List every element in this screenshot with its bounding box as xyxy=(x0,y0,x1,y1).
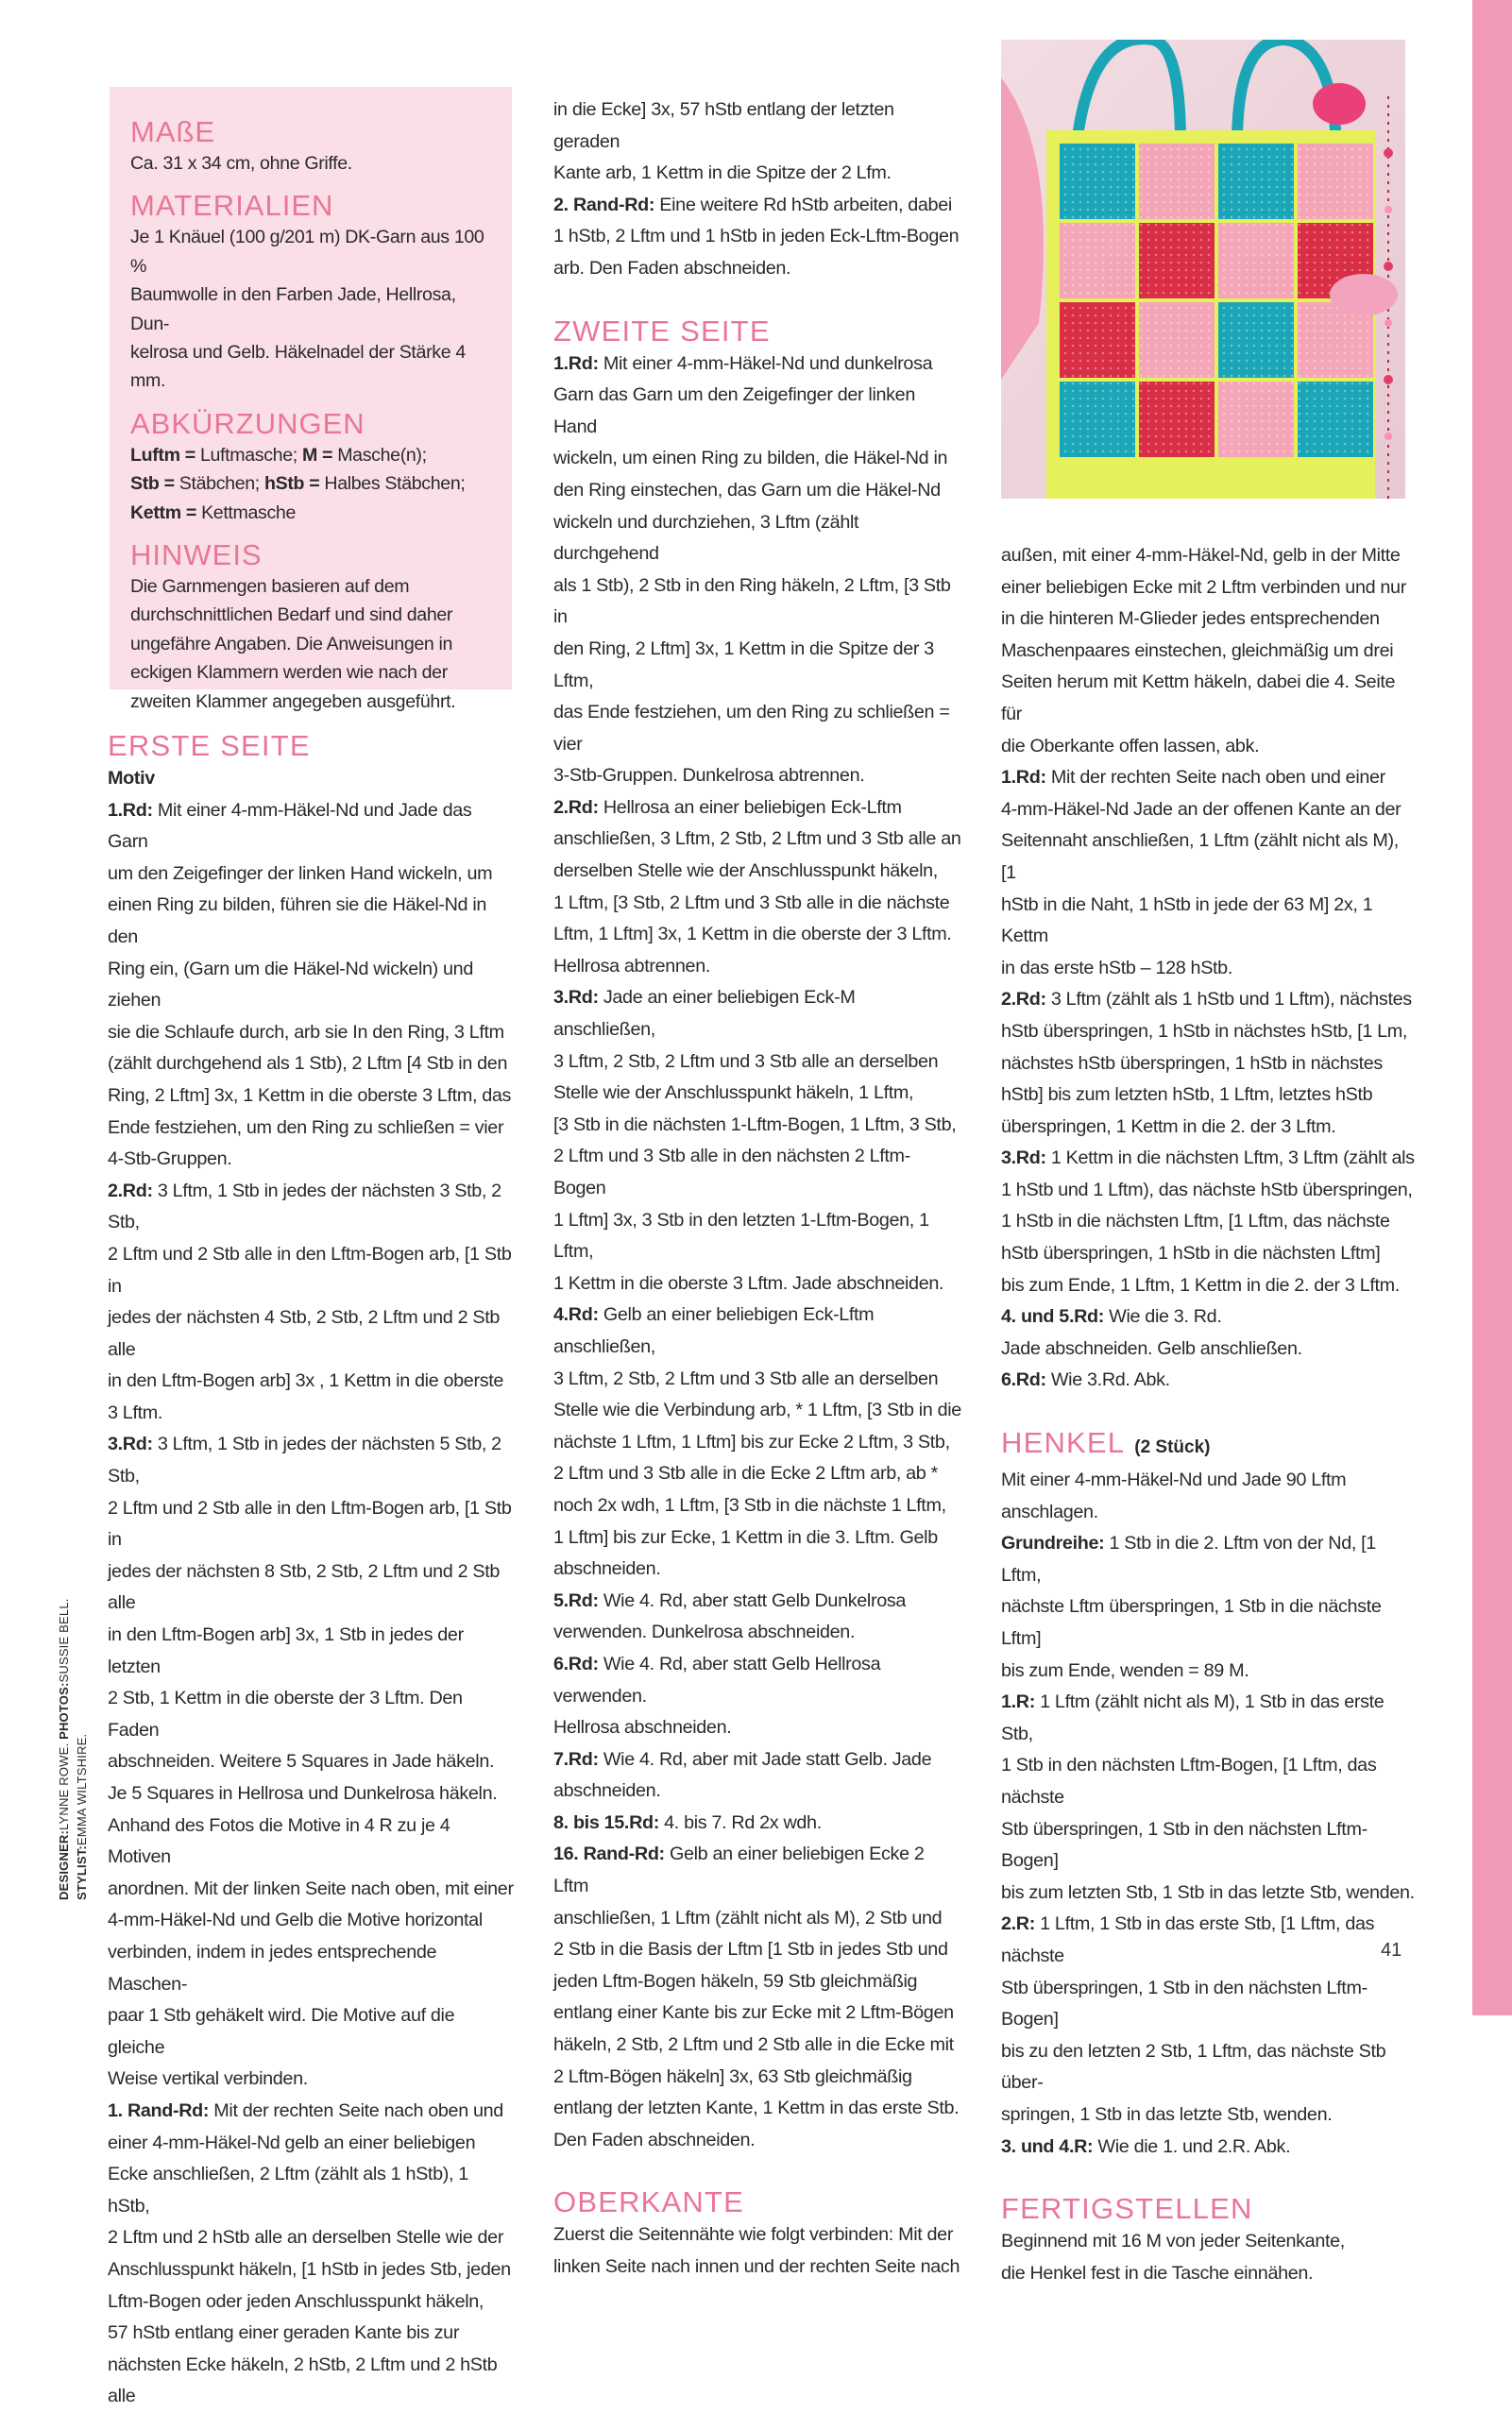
text-line: in den Lftm-Bogen arb] 3x, 1 Stb in jedes der letzten xyxy=(108,1624,464,1677)
page-number: 41 xyxy=(1381,1940,1402,1961)
text-line: in die Ecke] 3x, 57 hStb entlang der letzten geraden xyxy=(553,99,894,152)
text-line: noch 2x wdh, 1 Lftm, [3 Stb in die nächste 1 Lftm, xyxy=(553,1494,946,1516)
text-line: 2.Rd: 3 Lftm, 1 Stb in jedes der nächsten 3 Stb, 2 Stb, xyxy=(108,1180,501,1233)
text-line: um den Zeigefinger der linken Hand wickeln, um xyxy=(108,862,493,884)
text-line: nächstes hStb überspringen, 1 hStb in nächstes xyxy=(1001,1052,1383,1074)
credits-line: STYLIST:EMMA WILTSHIRE. xyxy=(75,1733,89,1900)
text-line: 2. Rand-Rd: Eine weitere Rd hStb arbeiten, dabei xyxy=(553,194,952,215)
bag-photo xyxy=(1001,40,1405,499)
text-line: 1 Stb in den nächsten Lftm-Bogen, [1 Lftm, das nächste xyxy=(1001,1755,1377,1808)
column-right xyxy=(1001,540,1415,2289)
text-line: 8. bis 15.Rd: 4. bis 7. Rd 2x wdh. xyxy=(553,1811,822,1833)
text-line: jedes der nächsten 8 Stb, 2 Stb, 2 Lftm und 2 Stb alle xyxy=(108,1560,501,1614)
text-line: bis zum Ende, 1 Lftm, 1 Kettm in die 2. der 3 Lftm. xyxy=(1001,1274,1400,1296)
text-line: 2 Lftm und 2 Stb alle in den Lftm-Bogen arb, [1 Stb in xyxy=(108,1243,512,1297)
granny-square-texture xyxy=(1060,302,1135,378)
masse-heading: MAßE xyxy=(130,115,216,148)
text-line: abschneiden. xyxy=(553,1780,661,1802)
text-line: Lftm, 1 Lftm] 3x, 1 Kettm in die oberste der 3 Lftm. xyxy=(553,924,952,945)
granny-square-texture xyxy=(1060,223,1135,298)
text-line: 3.Rd: 1 Kettm in die nächsten Lftm, 3 Lftm (zählt als xyxy=(1001,1147,1415,1169)
text-line: 1 Lftm, [3 Stb, 2 Lftm und 3 Stb alle in die nächste xyxy=(553,892,950,913)
granny-square-texture xyxy=(1060,144,1135,219)
text-line: 3.Rd: Jade an einer beliebigen Eck-M anschließen, xyxy=(553,987,856,1041)
text-line: hStb in die Naht, 1 hStb in jede der 63 M] 2x, 1 Kettm xyxy=(1001,893,1373,947)
text-line: das Ende festziehen, um den Ring zu schließen = vier xyxy=(553,702,950,755)
text-line: entlang der letzten Kante, 1 Kettm in das erste Stb. xyxy=(553,2098,960,2119)
fertigstellen-heading: FERTIGSTELLEN xyxy=(1001,2192,1253,2226)
text-line: 5.Rd: Wie 4. Rd, aber statt Gelb Dunkelrosa xyxy=(553,1589,907,1611)
text-line: 1 Kettm in die oberste 3 Lftm. Jade abschneiden. xyxy=(553,1272,944,1294)
text-line: 4.Rd: Gelb an einer beliebigen Eck-Lftm anschließen, xyxy=(553,1304,875,1357)
text-line: 3 Lftm, 2 Stb, 2 Lftm und 3 Stb alle an derselben xyxy=(553,1368,939,1389)
text-line: einer 4-mm-Häkel-Nd gelb an einer beliebigen xyxy=(108,2132,476,2153)
text-line: nächste 1 Lftm, 1 Lftm] bis zur Ecke 2 Lftm, 3 Stb, xyxy=(553,1431,950,1453)
text-line: bis zum letzten Stb, 1 Stb in das letzte Stb, wenden. xyxy=(1001,1881,1415,1903)
info-box xyxy=(110,87,512,712)
text-line: Lftm-Bogen oder jeden Anschlusspunkt häkeln, xyxy=(108,2290,484,2312)
text-line: anschließen, 3 Lftm, 2 Stb, 2 Lftm und 3 Stb alle an xyxy=(553,828,961,850)
zweite-seite-heading: ZWEITE SEITE xyxy=(553,314,771,348)
hinweis-line: eckigen Klammern werden wie nach der xyxy=(130,662,448,684)
text-line: paar 1 Stb gehäkelt wird. Die Motive auf die gleiche xyxy=(108,2005,455,2058)
text-line: derselben Stelle wie der Anschlusspunkt häkeln, xyxy=(553,860,938,882)
text-line: als 1 Stb), 2 Stb in den Ring häkeln, 2 Lftm, [3 Stb in xyxy=(553,574,951,628)
henkel-note: (2 Stück) xyxy=(1134,1437,1211,1458)
pink-toy-top xyxy=(1313,83,1366,125)
text-line: 2 Stb in die Basis der Lftm [1 Stb in jedes Stb und xyxy=(553,1939,948,1961)
text-line: 3 Lftm. xyxy=(108,1402,163,1423)
text-line: Beginnend mit 16 M von jeder Seitenkante, xyxy=(1001,2231,1345,2252)
hinweis-line: ungefähre Angaben. Die Anweisungen in xyxy=(130,633,453,654)
text-line: Jade abschneiden. Gelb anschließen. xyxy=(1001,1337,1302,1359)
text-line: Hellrosa abtrennen. xyxy=(553,955,710,977)
henkel-heading: HENKEL (2 Stück) xyxy=(1001,1426,1211,1460)
motiv-subheading: Motiv xyxy=(108,768,155,789)
text-line: 2 Lftm und 2 Stb alle in den Lftm-Bogen arb, [1 Stb in xyxy=(108,1497,512,1551)
text-line: 3.Rd: 3 Lftm, 1 Stb in jedes der nächsten 5 Stb, 2 Stb, xyxy=(108,1434,501,1487)
text-line: springen, 1 Stb in das letzte Stb, wenden. xyxy=(1001,2103,1333,2125)
text-line: Anhand des Fotos die Motive in 4 R zu je 4 Motiven xyxy=(108,1814,450,1868)
text-line: 4. und 5.Rd: Wie die 3. Rd. xyxy=(1001,1306,1222,1328)
text-line: 3. und 4.R: Wie die 1. und 2.R. Abk. xyxy=(1001,2135,1291,2157)
text-line: Stelle wie die Verbindung arb, * 1 Lftm, [3 Stb in die xyxy=(553,1400,961,1421)
text-line: Weise vertikal verbinden. xyxy=(108,2068,308,2090)
abkuerzungen-line: Stb = Stäbchen; hStb = Halbes Stäbchen; xyxy=(130,473,466,495)
text-line: 4-mm-Häkel-Nd und Gelb die Motive horizontal xyxy=(108,1910,483,1931)
text-line: Stb überspringen, 1 Stb in den nächsten Lftm-Bogen] xyxy=(1001,1977,1368,2031)
hinweis-line: durchschnittlichen Bedarf und sind daher xyxy=(130,604,453,626)
text-line: verwenden. Dunkelrosa abschneiden. xyxy=(553,1622,856,1643)
granny-square-texture xyxy=(1218,223,1294,298)
text-line: 2 Lftm und 2 hStb alle an derselben Stelle wie der xyxy=(108,2227,504,2249)
text-line: 6.Rd: Wie 3.Rd. Abk. xyxy=(1001,1369,1170,1391)
text-line: 1 hStb in die nächsten Lftm, [1 Lftm, das nächste xyxy=(1001,1211,1390,1232)
text-line: [3 Stb in die nächsten 1-Lftm-Bogen, 1 Lftm, 3 Stb, xyxy=(553,1113,957,1135)
erste-seite-heading: ERSTE SEITE xyxy=(108,729,311,762)
text-line: Grundreihe: 1 Stb in die 2. Lftm von der Nd, [1 Lftm, xyxy=(1001,1533,1376,1586)
hinweis-line: Die Garnmengen basieren auf dem xyxy=(130,576,410,598)
text-line: 1 Lftm] 3x, 3 Stb in den letzten 1-Lftm-Bogen, 1 Lftm, xyxy=(553,1209,929,1263)
text-line: hStb] bis zum letzten hStb, 1 Lftm, letztes hStb xyxy=(1001,1084,1373,1106)
granny-square-texture xyxy=(1139,302,1215,378)
text-line: überspringen, 1 Kettm in die 2. der 3 Lftm. xyxy=(1001,1115,1336,1137)
text-line: 2 Lftm-Bögen häkeln] 3x, 63 Stb gleichmäßig xyxy=(553,2065,912,2087)
credits-line: DESIGNER:LYNNE ROWE. PHOTOS:SUSSIE BELL. xyxy=(57,1598,71,1900)
materialien-line: Je 1 Knäuel (100 g/201 m) DK-Garn aus 100 % xyxy=(130,227,484,277)
text-line: 2 Stb, 1 Kettm in die oberste der 3 Lftm. Den Faden xyxy=(108,1688,463,1741)
text-line: die Oberkante offen lassen, abk. xyxy=(1001,735,1260,756)
photo-credits xyxy=(55,1598,91,1900)
abkuerzungen-heading: ABKÜRZUNGEN xyxy=(130,406,365,440)
granny-square-texture xyxy=(1218,144,1294,219)
text-line: arb. Den Faden abschneiden. xyxy=(553,257,791,279)
text-line: 1.Rd: Mit der rechten Seite nach oben und einer xyxy=(1001,767,1385,789)
text-line: hStb überspringen, 1 hStb in nächstes hStb, [1 Lm, xyxy=(1001,1020,1408,1042)
text-line: in das erste hStb – 128 hStb. xyxy=(1001,957,1232,978)
text-line: 6.Rd: Wie 4. Rd, aber statt Gelb Hellrosa verwenden. xyxy=(553,1653,881,1707)
text-line: 3-Stb-Gruppen. Dunkelrosa abtrennen. xyxy=(553,765,865,787)
text-line: nächsten Ecke häkeln, 2 hStb, 2 Lftm und 2 hStb alle xyxy=(108,2354,498,2407)
text-line: Den Faden abschneiden. xyxy=(553,2129,756,2150)
text-line: außen, mit einer 4-mm-Häkel-Nd, gelb in der Mitte xyxy=(1001,545,1401,566)
granny-square-texture xyxy=(1218,302,1294,378)
text-line: 2.Rd: Hellrosa an einer beliebigen Eck-Lftm xyxy=(553,796,902,818)
granny-square-texture xyxy=(1139,382,1215,457)
granny-square-texture xyxy=(1060,382,1135,457)
text-line: anordnen. Mit der linken Seite nach oben, mit einer xyxy=(108,1878,514,1899)
abkuerzungen-line: Luftm = Luftmasche; M = Masche(n); xyxy=(130,444,427,466)
text-line: 1 hStb, 2 Lftm und 1 hStb in jeden Eck-Lftm-Bogen xyxy=(553,226,960,247)
pink-toy-middle xyxy=(1330,274,1398,315)
text-line: 2.Rd: 3 Lftm (zählt als 1 hStb und 1 Lftm), nächstes xyxy=(1001,989,1412,1011)
text-line: abschneiden. xyxy=(553,1558,661,1580)
text-line: bis zu den letzten 2 Stb, 1 Lftm, das nächste Stb über- xyxy=(1001,2040,1386,2094)
text-line: Je 5 Squares in Hellrosa und Dunkelrosa häkeln. xyxy=(108,1783,498,1804)
text-line: 4-Stb-Gruppen. xyxy=(108,1148,232,1170)
text-line: 1.Rd: Mit einer 4-mm-Häkel-Nd und dunkelrosa xyxy=(553,352,933,374)
text-line: 57 hStb entlang einer geraden Kante bis zur xyxy=(108,2322,460,2344)
text-line: 2 Lftm und 3 Stb alle in den nächsten 2 Lftm-Bogen xyxy=(553,1146,910,1198)
text-line: wickeln und durchziehen, 3 Lftm (zählt durchgehend xyxy=(553,511,859,565)
text-line: Ring ein, (Garn um die Häkel-Nd wickeln) und ziehen xyxy=(108,958,473,1011)
text-line: den Ring einstechen, das Garn um die Häkel-Nd xyxy=(553,479,941,501)
text-line: 1 hStb und 1 Lftm), das nächste hStb überspringen, xyxy=(1001,1179,1413,1200)
text-line: Mit einer 4-mm-Häkel-Nd und Jade 90 Lftm anschlagen. xyxy=(1001,1470,1347,1522)
column-left xyxy=(108,729,514,2413)
text-line: einen Ring zu bilden, führen sie die Häkel-Nd in den xyxy=(108,894,487,947)
text-line: einer beliebigen Ecke mit 2 Lftm verbinden und nur xyxy=(1001,576,1406,598)
text-line: Ende festziehen, um den Ring zu schließen = vier xyxy=(108,1116,504,1138)
text-line: entlang einer Kante bis zur Ecke mit 2 Lftm-Bögen xyxy=(553,2002,954,2024)
column-middle xyxy=(553,94,961,2284)
hinweis-line: zweiten Klammer angegeben ausgeführt. xyxy=(130,690,456,712)
abkuerzungen-line: Kettm = Kettmasche xyxy=(130,501,297,523)
text-line: jeden Lftm-Bogen häkeln, 59 Stb gleichmäßig xyxy=(553,1970,918,1992)
text-line: in den Lftm-Bogen arb] 3x , 1 Kettm in die oberste xyxy=(108,1370,504,1392)
masse-text: Ca. 31 x 34 cm, ohne Griffe. xyxy=(130,153,352,174)
text-line: 1. Rand-Rd: Mit der rechten Seite nach oben und xyxy=(108,2099,503,2121)
oberkante-heading: OBERKANTE xyxy=(553,2185,745,2219)
text-line: Maschenpaares einstechen, gleichmäßig um drei xyxy=(1001,639,1394,661)
text-line: 2.R: 1 Lftm, 1 Stb in das erste Stb, [1 Lftm, das nächste xyxy=(1001,1913,1375,1966)
text-line: Hellrosa abschneiden. xyxy=(553,1717,732,1739)
text-line: sie die Schlaufe durch, arb sie In den Ring, 3 Lftm xyxy=(108,1021,504,1043)
text-line: Anschlusspunkt häkeln, [1 hStb in jedes Stb, jeden xyxy=(108,2258,511,2280)
text-line: nächste Lftm überspringen, 1 Stb in die nächste Lftm] xyxy=(1001,1596,1382,1649)
text-line: Seiten herum mit Kettm häkeln, dabei die 4. Seite für xyxy=(1001,671,1396,724)
materialien-line: kelrosa und Gelb. Häkelnadel der Stärke 4 mm. xyxy=(130,342,466,392)
text-line: hStb überspringen, 1 hStb in die nächsten Lftm] xyxy=(1001,1243,1381,1265)
text-line: Kante arb, 1 Kettm in die Spitze der 2 Lfm. xyxy=(553,162,892,184)
text-line: 1 Lftm] bis zur Ecke, 1 Kettm in die 3. Lftm. Gelb xyxy=(553,1526,938,1548)
text-line: Zuerst die Seitennähte wie folgt verbinden: Mit der xyxy=(553,2224,954,2246)
text-line: Stelle wie der Anschlusspunkt häkeln, 1 Lftm, xyxy=(553,1082,914,1104)
hinweis-heading: HINWEIS xyxy=(130,538,263,572)
text-line: Stb überspringen, 1 Stb in den nächsten Lftm-Bogen] xyxy=(1001,1818,1368,1872)
materialien-heading: MATERIALIEN xyxy=(130,189,334,223)
granny-square-texture xyxy=(1139,223,1215,298)
text-line: abschneiden. Weitere 5 Squares in Jade häkeln. xyxy=(108,1751,495,1773)
text-line: den Ring, 2 Lftm] 3x, 1 Kettm in die Spitze der 3 Lftm, xyxy=(553,637,934,691)
text-line: Ecke anschließen, 2 Lftm (zählt als 1 hStb), 1 hStb, xyxy=(108,2164,468,2217)
text-line: 1.Rd: Mit einer 4-mm-Häkel-Nd und Jade das Garn xyxy=(108,799,472,853)
granny-square-texture xyxy=(1298,144,1373,219)
text-line: Garn das Garn um den Zeigefinger der linken Hand xyxy=(553,384,915,437)
text-line: jedes der nächsten 4 Stb, 2 Stb, 2 Lftm und 2 Stb alle xyxy=(108,1307,501,1360)
text-line: wickeln, um einen Ring zu bilden, die Häkel-Nd in xyxy=(553,448,948,469)
text-line: (zählt durchgehend als 1 Stb), 2 Lftm [4 Stb in den xyxy=(108,1053,508,1075)
granny-square-texture xyxy=(1139,144,1215,219)
text-line: linken Seite nach innen und der rechten Seite nach xyxy=(553,2256,960,2277)
text-line: 1.R: 1 Lftm (zählt nicht als M), 1 Stb in das erste Stb, xyxy=(1001,1691,1385,1744)
text-line: 16. Rand-Rd: Gelb an einer beliebigen Ecke 2 Lftm xyxy=(553,1844,925,1897)
text-line: verbinden, indem in jedes entsprechende Maschen- xyxy=(108,1941,437,1995)
text-line: 2 Lftm und 3 Stb alle in die Ecke 2 Lftm arb, ab * xyxy=(553,1463,938,1485)
page-edge-stripe xyxy=(1472,0,1512,2015)
text-line: 3 Lftm, 2 Stb, 2 Lftm und 3 Stb alle an derselben xyxy=(553,1050,939,1072)
text-line: anschließen, 1 Lftm (zählt nicht als M), 2 Stb und xyxy=(553,1907,943,1929)
bag-photo-illustration xyxy=(1001,40,1405,499)
granny-square-texture xyxy=(1298,382,1373,457)
text-line: in die hinteren M-Glieder jedes entsprechenden xyxy=(1001,608,1380,630)
text-line: 4-mm-Häkel-Nd Jade an der offenen Kante an der xyxy=(1001,798,1402,820)
materialien-line: Baumwolle in den Farben Jade, Hellrosa, Dun- xyxy=(130,284,456,334)
text-line: häkeln, 2 Stb, 2 Lftm und 2 Stb alle in die Ecke mit xyxy=(553,2034,954,2056)
text-line: Ring, 2 Lftm] 3x, 1 Kettm in die oberste 3 Lftm, das xyxy=(108,1084,512,1106)
text-line: die Henkel fest in die Tasche einnähen. xyxy=(1001,2262,1314,2284)
text-line: bis zum Ende, wenden = 89 M. xyxy=(1001,1659,1249,1681)
text-line: 7.Rd: Wie 4. Rd, aber mit Jade statt Gelb. Jade xyxy=(553,1748,932,1770)
granny-square-texture xyxy=(1218,382,1294,457)
text-line: Seitennaht anschließen, 1 Lftm (zählt nicht als M), [1 xyxy=(1001,830,1399,883)
